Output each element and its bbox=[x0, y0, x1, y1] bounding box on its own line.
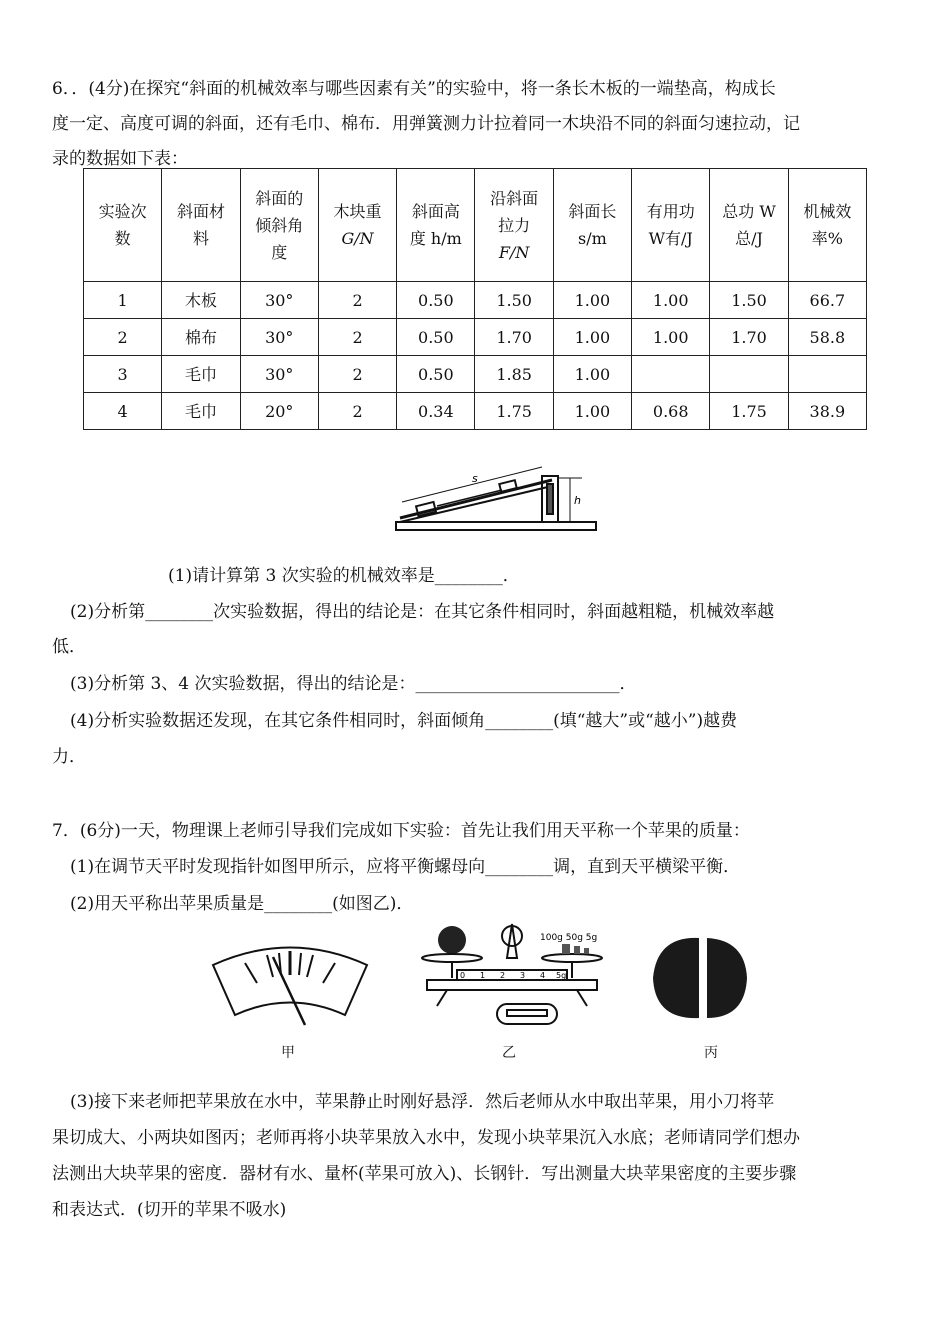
header-cell: 斜面材 料 bbox=[162, 169, 240, 282]
table-cell: 0.68 bbox=[632, 393, 710, 430]
scale-tick: 4 bbox=[540, 971, 546, 980]
q7-part3-line3: 法测出大块苹果的密度．器材有水、量杯(苹果可放入)、长钢针．写出测量大块苹果密度的主要步骤 bbox=[52, 1164, 797, 1184]
table-cell: 0.50 bbox=[397, 319, 475, 356]
table-cell: 1.00 bbox=[632, 319, 710, 356]
fig-label-yi: 乙 bbox=[502, 1045, 516, 1061]
apple-icon bbox=[438, 926, 466, 954]
table-cell: 1.00 bbox=[632, 282, 710, 319]
q6-part2-line2: 低． bbox=[52, 637, 86, 657]
small-apple-piece bbox=[707, 938, 747, 1018]
header-cell: 木块重 G/N bbox=[318, 169, 396, 282]
scale-tick: 3 bbox=[520, 971, 526, 980]
weight-icon bbox=[574, 946, 580, 954]
table-cell: 1.85 bbox=[475, 356, 553, 393]
table-cell: 1.00 bbox=[553, 393, 631, 430]
table-row bbox=[84, 319, 867, 356]
q6-part4-line1: (4)分析实验数据还发现，在其它条件相同时，斜面倾角________(填“越大”或“越小”)越费 bbox=[70, 711, 738, 731]
large-apple-piece bbox=[653, 938, 699, 1018]
table-cell: 3 bbox=[84, 356, 162, 393]
table-cell: 1.75 bbox=[475, 393, 553, 430]
header-cell: 斜面高 度 h/m bbox=[397, 169, 475, 282]
header-cell: 斜面长 s/m bbox=[553, 169, 631, 282]
scale-tick: 2 bbox=[500, 971, 506, 980]
table-row bbox=[84, 282, 867, 319]
table-cell: 1.70 bbox=[475, 319, 553, 356]
table-cell: 1.00 bbox=[553, 282, 631, 319]
weights-label: 100g 50g 5g bbox=[540, 933, 598, 943]
table-cell: 38.9 bbox=[788, 393, 866, 430]
table-cell: 1 bbox=[84, 282, 162, 319]
table-row bbox=[84, 393, 867, 430]
table-cell: 2 bbox=[318, 393, 396, 430]
header-cell: 总功 W 总/J bbox=[710, 169, 788, 282]
q6-intro-line3: 录的数据如下表： bbox=[52, 149, 188, 169]
table-cell: 4 bbox=[84, 393, 162, 430]
q6-part4-line2: 力． bbox=[52, 747, 86, 767]
incline-board bbox=[400, 480, 552, 518]
q7-part3-line1: (3)接下来老师把苹果放在水中，苹果静止时刚好悬浮．然后老师从水中取出苹果，用小刀将苹 bbox=[70, 1092, 775, 1112]
header-cell: 实验次 数 bbox=[84, 169, 162, 282]
q6-part3: (3)分析第 3、4 次实验数据，得出的结论是：________________________． bbox=[70, 674, 637, 694]
table-cell bbox=[632, 356, 710, 393]
table-cell: 2 bbox=[318, 282, 396, 319]
table-cell bbox=[710, 356, 788, 393]
table-cell: 20° bbox=[240, 393, 318, 430]
q6-intro-line2: 度一定、高度可调的斜面，还有毛巾、棉布．用弹簧测力计拉着同一木块沿不同的斜面匀速拉动，记 bbox=[52, 114, 800, 134]
weight-icon bbox=[584, 948, 589, 954]
support-block-inner bbox=[547, 484, 553, 514]
beam-scale bbox=[457, 970, 567, 980]
table-cell: 2 bbox=[318, 356, 396, 393]
table-cell: 2 bbox=[318, 319, 396, 356]
table-cell: 0.50 bbox=[397, 356, 475, 393]
base-board bbox=[396, 522, 596, 530]
q6-intro-line1: 6．．(4分)在探究“斜面的机械效率与哪些因素有关”的实验中，将一条长木板的一端垫高，构成长 bbox=[52, 79, 776, 99]
weight-icon bbox=[562, 944, 570, 954]
incline-figure bbox=[392, 450, 612, 542]
header-cell: 沿斜面 拉力 F/N bbox=[475, 169, 553, 282]
q6-part2-line1: (2)分析第________次实验数据，得出的结论是：在其它条件相同时，斜面越粗糙，机械效率越 bbox=[70, 602, 775, 622]
header-cell: 斜面的 倾斜角 度 bbox=[240, 169, 318, 282]
table-cell: 毛巾 bbox=[162, 356, 240, 393]
table-cell: 66.7 bbox=[788, 282, 866, 319]
balance-figure bbox=[412, 918, 612, 1038]
pointer-post bbox=[507, 924, 517, 958]
table-cell: 1.00 bbox=[553, 319, 631, 356]
q7-part3-line2: 果切成大、小两块如图丙；老师再将小块苹果放入水中，发现小块苹果沉入水底；老师请同学们想办 bbox=[52, 1128, 800, 1148]
cut-apple-figure bbox=[645, 930, 755, 1025]
table-cell: 1.50 bbox=[475, 282, 553, 319]
table-cell: 30° bbox=[240, 282, 318, 319]
header-cell: 有用功 W有/J bbox=[632, 169, 710, 282]
base-plate bbox=[427, 980, 597, 990]
pointer-scale-figure bbox=[205, 935, 375, 1030]
table-cell: 1.70 bbox=[710, 319, 788, 356]
fig-label-jia: 甲 bbox=[281, 1045, 295, 1061]
table-cell bbox=[788, 356, 866, 393]
table-cell: 0.50 bbox=[397, 282, 475, 319]
table-row bbox=[84, 356, 867, 393]
table-cell: 毛巾 bbox=[162, 393, 240, 430]
table-cell: 木板 bbox=[162, 282, 240, 319]
label-s: s bbox=[472, 472, 478, 485]
fig-label-bing: 丙 bbox=[704, 1045, 718, 1061]
scale-tick: 5g bbox=[556, 971, 567, 980]
left-pan bbox=[422, 954, 482, 962]
q7-part2: (2)用天平称出苹果质量是________(如图乙)． bbox=[70, 894, 414, 914]
label-h: h bbox=[574, 494, 581, 507]
q7-intro: 7．(6分)一天，物理课上老师引导我们完成如下实验：首先让我们用天平称一个苹果的质量： bbox=[52, 821, 750, 841]
scale-tick: 1 bbox=[480, 971, 486, 980]
experiment-data-table bbox=[83, 168, 867, 430]
header-cell: 机械效 率% bbox=[788, 169, 866, 282]
q7-part3-line4: 和表达式．(切开的苹果不吸水) bbox=[52, 1200, 287, 1220]
table-cell: 58.8 bbox=[788, 319, 866, 356]
table-cell: 棉布 bbox=[162, 319, 240, 356]
table-cell: 30° bbox=[240, 319, 318, 356]
q6-part1: (1)请计算第 3 次实验的机械效率是________． bbox=[168, 566, 520, 586]
table-header-row bbox=[84, 169, 867, 282]
table-cell: 0.34 bbox=[397, 393, 475, 430]
table-cell: 1.75 bbox=[710, 393, 788, 430]
scale-tick: 0 bbox=[460, 971, 466, 980]
table-cell: 1.00 bbox=[553, 356, 631, 393]
pull-string bbox=[437, 490, 502, 506]
table-cell: 30° bbox=[240, 356, 318, 393]
q7-part1: (1)在调节天平时发现指针如图甲所示，应将平衡螺母向________调，直到天平横梁平衡． bbox=[70, 857, 741, 877]
table-cell: 1.50 bbox=[710, 282, 788, 319]
right-pan bbox=[542, 954, 602, 962]
table-cell: 2 bbox=[84, 319, 162, 356]
